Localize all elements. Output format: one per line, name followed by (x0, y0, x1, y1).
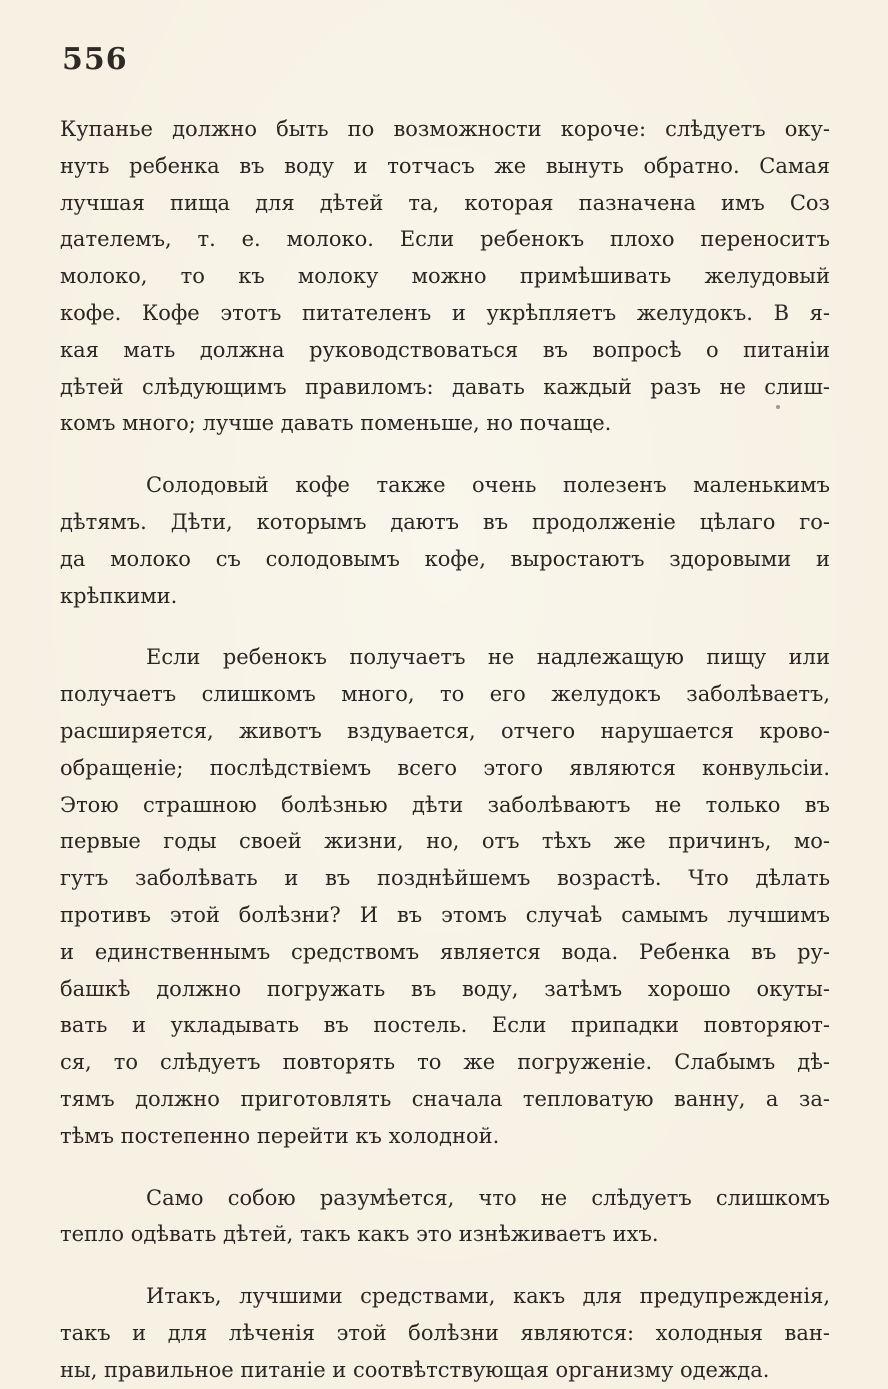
paragraph-4 (60, 1180, 830, 1254)
text-line: комъ много; лучше давать поменьше, но почаще. (60, 411, 612, 436)
text-line: крѣпкими. (60, 583, 178, 608)
text-line: обращеніе; послѣдствіемъ всего этого являются конвульсіи. (60, 755, 830, 780)
text-line: Итакъ, лучшими средствами, какъ для предупрежденія, (146, 1284, 830, 1309)
page-number: 556 (62, 42, 128, 77)
text-line: нуть ребенка въ воду и тотчасъ же вынуть обратно. Самая (60, 153, 830, 178)
text-line: ся, то слѣдуетъ повторять то же погруженіе. Слабымъ дѣ- (60, 1050, 830, 1075)
ink-speck (776, 405, 780, 409)
text-line: расширяется, животъ вздувается, отчего нарушается крово- (60, 718, 830, 743)
text-line: получаетъ слишкомъ много, то его желудокъ заболѣваетъ, (60, 682, 830, 707)
text-line: противъ этой болѣзни? И въ этомъ случаѣ самымъ лучшимъ (60, 902, 830, 927)
text-line: гутъ заболѣвать и въ позднѣйшемъ возрастѣ. Что дѣлать (60, 866, 830, 891)
text-line: ны, правильное питаніе и соотвѣтствующая организму одежда. (60, 1357, 770, 1382)
text-line: Если ребенокъ получаетъ не надлежащую пищу или (146, 645, 830, 670)
text-line: дателемъ, т. е. молоко. Если ребенокъ плохо переноситъ (60, 227, 830, 252)
text-line: кая мать должна руководствоваться въ вопросѣ о питаніи (60, 337, 830, 362)
body-text (60, 111, 830, 1389)
text-line: тѣмъ постепенно перейти къ холодной. (60, 1123, 500, 1148)
paragraph-2 (60, 467, 830, 614)
text-line: башкѣ должно погружать въ воду, затѣмъ хорошо окуты- (60, 976, 830, 1001)
paragraph-3 (60, 639, 830, 1154)
text-line: тепло одѣвать дѣтей, такъ какъ это изнѣживаетъ ихъ. (60, 1222, 659, 1247)
text-line: кофе. Кофе этотъ питателенъ и укрѣпляетъ желудокъ. В я- (60, 300, 830, 325)
text-line: такъ и для лѣченія этой болѣзни являются: холодныя ван- (60, 1320, 830, 1345)
text-line: дѣтямъ. Дѣти, которымъ даютъ въ продолженіе цѣлаго го- (60, 509, 830, 534)
text-line: Купанье должно быть по возможности короче: слѣдуетъ оку- (60, 117, 830, 141)
text-line: вать и укладывать въ постель. Если припадки повторяют- (60, 1013, 830, 1038)
text-line: первые годы своей жизни, но, отъ тѣхъ же причинъ, мо- (60, 829, 830, 854)
text-line: дѣтей слѣдующимъ правиломъ: давать каждый разъ не слиш- (60, 374, 830, 399)
paragraph-1 (60, 111, 830, 442)
text-line: Этою страшною болѣзнью дѣти заболѣваютъ не только въ (60, 792, 830, 817)
text-line: тямъ должно приготовлять сначала тепловатую ванну, а за- (60, 1086, 830, 1111)
text-line: молоко, то къ молоку можно примѣшивать желудовый (60, 264, 830, 289)
text-line: Само собою разумѣется, что не слѣдуетъ слишкомъ (146, 1185, 830, 1210)
text-line: Солодовый кофе также очень полезенъ маленькимъ (146, 473, 830, 498)
paragraph-5 (60, 1278, 830, 1388)
text-line: и единственнымъ средствомъ является вода. Ребенка въ ру- (60, 939, 830, 964)
text-line: лучшая пища для дѣтей та, которая пазначена имъ Соз (60, 190, 830, 215)
text-line: да молоко съ солодовымъ кофе, выростаютъ здоровыми и (60, 546, 830, 571)
